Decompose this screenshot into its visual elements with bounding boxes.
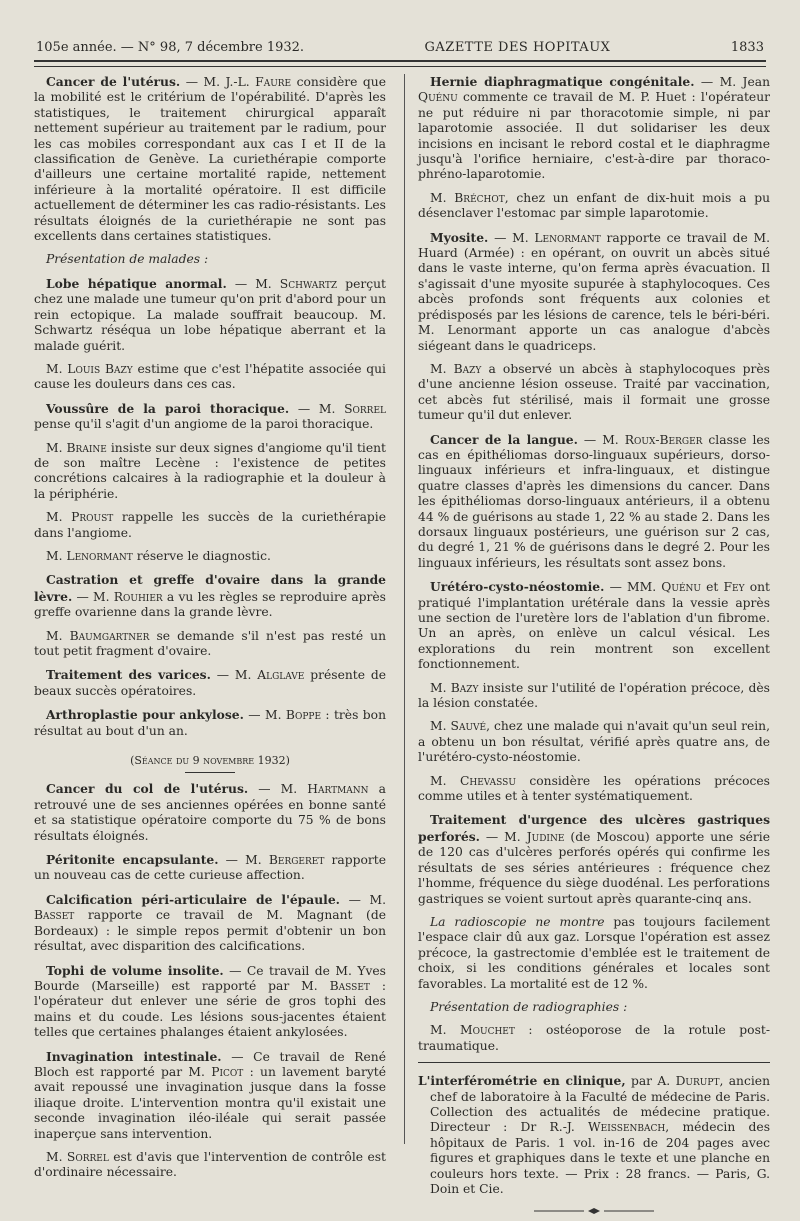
text: — M. xyxy=(243,708,286,723)
author-name: Braine xyxy=(66,440,107,455)
italic-text: La radioscopie ne montre xyxy=(430,914,605,929)
left-column xyxy=(34,74,386,1189)
text: — M. xyxy=(577,432,625,447)
paragraph-text: a vu les règles se reproduire après greffe ovarienne dans la grande lèvre. xyxy=(34,589,386,620)
author-name: Weissenbach xyxy=(588,1120,666,1135)
article-heading: Cancer de la langue. xyxy=(430,431,578,447)
author-name: Rouhier xyxy=(113,589,163,604)
column-divider xyxy=(404,74,405,1144)
article-heading: Calcification péri-articulaire de l'épaule. xyxy=(46,891,340,907)
paragraph-text: — Ce travail de René Bloch est rapporté par M. xyxy=(34,1049,386,1079)
text: M. xyxy=(430,680,451,695)
paragraph xyxy=(418,191,770,222)
paragraph xyxy=(418,1023,770,1054)
paragraph-text: ont pratiqué l'implantation urétérale dans la vessie après une section de l'uretère lors de l'ablation d'un fibrome. Un an après, on enlève un calcul vésical. Les explorations du rein montrent son excellent fonctionnement. xyxy=(418,580,770,672)
paragraph-text: présente de beaux succès opératoires. xyxy=(34,668,386,698)
paragraph-text: : un lavement baryté avait repoussé une invagination jusque dans la fosse iliaque droite. L'intervention montra qu'il existait une seconde invagination iléo-iléale qui serait passée inaperçue sans intervention. xyxy=(34,1064,386,1141)
paragraph xyxy=(34,629,386,660)
paragraph xyxy=(418,774,770,805)
issue-info: 105e année. — N° 98, 7 décembre 1932. xyxy=(36,40,305,55)
paragraph xyxy=(418,812,770,906)
article-heading: Cancer de l'utérus. xyxy=(46,74,181,89)
text: et xyxy=(700,580,724,595)
article-heading: Péritonite encapsulante. xyxy=(46,852,219,868)
paragraph-text: est d'avis que l'intervention de contrôle est d'ordinaire nécessaire. xyxy=(34,1149,386,1180)
article-heading: Voussûre de la paroi thoracique. xyxy=(46,400,290,416)
paragraph xyxy=(34,1150,386,1181)
paragraph-text: rapporte un nouveau cas de cette curieuse affection. xyxy=(34,853,386,883)
author-name: Sorrel xyxy=(344,401,386,416)
paragraph-text: a observé un abcès à staphylocoques près d'une ancienne lésion osseuse. Traité par vaccination, cet abcès fut stérilisé, mais il formait une grosse tumeur qu'il dut enlever. xyxy=(418,361,770,423)
book-notice xyxy=(418,1073,770,1197)
paragraph-text: : l'opérateur dut enlever une série de gros tophi des mains et du coude. Les lésions sous-jacentes étaient telles que certaines phalanges étaient ankylosées. xyxy=(34,978,386,1040)
paragraph-text: : ostéoporose de la rotule post-traumatique. xyxy=(418,1023,770,1053)
divider xyxy=(185,772,235,773)
paragraph-text: pense qu'il s'agit d'un angiome de la paroi thoracique. xyxy=(34,417,374,432)
article-heading: Myosite. xyxy=(430,229,489,245)
text: — M. Jean xyxy=(694,75,770,89)
paragraph xyxy=(34,401,386,433)
text: — M. xyxy=(218,853,269,868)
text: M. xyxy=(46,1149,67,1164)
divider xyxy=(418,1062,770,1063)
text: M. xyxy=(430,773,460,788)
article-heading: Castration et greffe d'ovaire dans la grande lèvre. xyxy=(34,572,386,604)
paragraph xyxy=(34,963,386,1041)
paragraph-text: , ancien chef de laboratoire à la Faculté de médecine de Paris. Collection des actualités de médecine pratique. Directeur : Dr R.-J. xyxy=(430,1074,770,1135)
right-column xyxy=(418,74,770,1221)
author-name: Basset xyxy=(34,908,75,923)
paragraph xyxy=(34,1049,386,1142)
text: M. xyxy=(430,361,454,376)
text: M. xyxy=(430,719,451,734)
paragraph xyxy=(34,572,386,620)
paragraph xyxy=(418,681,770,712)
paragraph xyxy=(418,719,770,765)
article-heading: Arthroplastie pour ankylose. xyxy=(46,707,244,723)
paragraph-text: — Ce travail de M. Yves Bourde (Marseille) est rapporté par M. xyxy=(34,963,386,993)
header-rule-thin xyxy=(34,66,766,67)
article-heading: Hernie diaphragmatique congénitale. xyxy=(430,74,695,89)
text: M. xyxy=(430,1023,461,1038)
author-name: Bazy xyxy=(450,680,479,695)
text: — M. xyxy=(180,75,226,89)
author-name: Bréchot xyxy=(454,190,505,205)
author-name: Sauvé xyxy=(450,719,487,734)
paragraph xyxy=(34,707,386,739)
author-name: Quénu xyxy=(661,580,701,595)
paragraph-text: , chez une malade qui n'avait qu'un seul rein, a obtenu un bon résultat, vérifié après quatre ans, de l'urétéro-cysto-néostomie. xyxy=(418,719,770,765)
text: — M. xyxy=(226,276,280,291)
text: — M. xyxy=(210,668,258,683)
text: — MM. xyxy=(604,580,662,595)
page-header xyxy=(36,40,764,55)
paragraph xyxy=(34,667,386,699)
paragraph-text: : très bon résultat au bout d'un an. xyxy=(34,708,386,738)
paragraph-text: considère les opérations précoces comme utiles et à tenter systématiquement. xyxy=(418,773,770,804)
text: — M. xyxy=(248,782,308,797)
text: — M. xyxy=(72,589,114,604)
paragraph xyxy=(34,441,386,503)
paragraph xyxy=(418,230,770,354)
author-name: Boppe xyxy=(285,708,322,723)
ornament-icon xyxy=(534,1207,654,1215)
paragraph-text: insiste sur deux signes d'angiome qu'il tient de son maître Lecène : l'existence de petites concrétions calcaires à la radiographie et la douleur à la périphérie. xyxy=(34,440,386,501)
paragraph-text: rappelle les succès de la curiethérapie dans l'angiome. xyxy=(34,510,386,540)
paragraph xyxy=(34,362,386,393)
paragraph-text: a retrouvé une de ses anciennes opérées en bonne santé et sa statistique opératoire comporte du 75 % de bons résultats éloignés. xyxy=(34,782,386,843)
header-rule xyxy=(34,60,766,62)
author-name: Durupt xyxy=(675,1074,720,1089)
paragraph xyxy=(34,781,386,844)
book-title: L'interférométrie en clinique, xyxy=(418,1073,626,1089)
paragraph-text: classe les cas en épithéliomas dorso-linguaux supérieurs, dorso-linguaux inférieurs et infra-linguaux, et distingue quatre classes d'après les dimensions du cancer. Dans les épithéliomas dorso-linguaux antérieurs, il a obtenu 44 % de guérisons au stade 1, 22 % au stade 2. Dans les dorsaux linguaux postérieurs, une guérison sur 2 cas, du degré 1, 21 % de guérisons dans le degré 2. Pour les linguaux inférieurs, les résultats sont assez bons. xyxy=(418,432,770,570)
paragraph xyxy=(418,915,770,992)
paragraph xyxy=(418,362,770,424)
paragraph xyxy=(418,579,770,672)
section-subheading: Présentation de malades : xyxy=(46,252,209,267)
article-heading: Lobe hépatique anormal. xyxy=(46,275,227,291)
article-heading: Tophi de volume insolite. xyxy=(46,962,224,978)
author-name: Bazy xyxy=(453,361,482,376)
author-name: Schwartz xyxy=(279,276,338,291)
paragraph xyxy=(34,892,386,955)
ornament-divider xyxy=(418,1205,770,1220)
paragraph xyxy=(418,432,770,572)
paragraph-text: considère que la mobilité est le critérium de l'opérabilité. D'après les statistiques, le traitement chirurgical apparaît nettement supérieur au traitement par le radium, pour les cas mobiles correspondant aux cas I et II de la classification de Genève. La curiethérapie comporte d'ailleurs une certaine mortalité rapide, nettement inférieure à la mortalité opératoire. Il est difficile actuellement de déterminer les cas radio-résistants. Les résultats éloignés de la curiethérapie ne sont pas excellents dans certaines statistiques. xyxy=(34,75,386,244)
article-heading: Traitement d'urgence des ulcères gastriques perforés. xyxy=(418,812,770,844)
text: M. xyxy=(430,190,455,205)
author-name: Basset xyxy=(329,978,370,993)
text: M. xyxy=(46,628,70,643)
page-number: 1833 xyxy=(730,40,764,55)
paragraph-text: perçut chez une malade une tumeur qu'on prit d'abord pour un rein ectopique. La malade souffrait beaucoup. M. Schwartz réséqua un lobe hépatique aberrant et la malade guérit. xyxy=(34,276,386,353)
author-name: Sorrel xyxy=(66,1149,109,1164)
text: — M. xyxy=(339,892,386,907)
author-name: Lenormant xyxy=(66,548,133,563)
paragraph xyxy=(418,74,770,183)
article-heading: Urétéro-cysto-néostomie. xyxy=(430,579,605,595)
text: — M. xyxy=(488,230,535,245)
paragraph xyxy=(34,74,386,244)
author-name: Mouchet xyxy=(460,1023,515,1038)
paragraph-text: , médecin des hôpitaux de Paris. 1 vol. in-16 de 204 pages avec figures et graphiques dans le texte et une planche en couleurs hors texte. — Prix : 28 francs. — Paris, G. Doin et Cie. xyxy=(430,1120,771,1196)
paragraph-text: , chez un enfant de dix-huit mois a pu désenclaver l'estomac par simple laparotomie. xyxy=(418,190,770,221)
article-heading: Invagination intestinale. xyxy=(46,1048,222,1064)
text: — M. xyxy=(289,401,345,416)
paragraph-text: estime que c'est l'hépatite associée qui cause les douleurs dans ces cas. xyxy=(34,361,386,392)
article-heading: Traitement des varices. xyxy=(46,667,211,683)
author-name: Alglave xyxy=(257,668,305,683)
paragraph-text: pas toujours facilement l'espace clair dû aux gaz. Lorsque l'opération est assez précoce, la gastrectomie d'emblée est le traitement de choix, si les conditions générales et locales sont favorables. La mortalité est de 12 %. xyxy=(418,914,770,991)
text: M. xyxy=(46,510,72,525)
journal-title: GAZETTE DES HOPITAUX xyxy=(424,40,611,55)
paragraph-text: rapporte ce travail de M. Magnant (de Bordeaux) : le simple repos permit d'obtenir un bon résultat, avec disparition des calcifications. xyxy=(34,908,386,954)
paragraph xyxy=(34,276,386,354)
author-name: Judine xyxy=(526,829,565,844)
author-name: Chevassu xyxy=(459,773,516,788)
author-name: Hartmann xyxy=(307,782,369,797)
paragraph-text: rapporte ce travail de M. Huard (Armée) : en opérant, on ouvrit un abcès situé dans le vaste interne, qu'on ferma après évacuation. Il s'agissait d'une myosite supurée à staphylocoques. Ces abcès profonds sont fréquents aux colonies et prédisposés par les lésions de carence, tels le béri-béri. M. Lenormant apporte un cas analogue d'abcès siégeant dans le quadriceps. xyxy=(418,230,771,353)
author-name: Louis Bazy xyxy=(67,361,133,376)
author-name: Baumgartner xyxy=(69,628,150,643)
paragraph-text: insiste sur l'utilité de l'opération précoce, dès la lésion constatée. xyxy=(418,680,770,711)
paragraph xyxy=(34,549,386,564)
author-name: J.-L. Faure xyxy=(225,75,292,89)
session-heading: (Séance du 9 novembre 1932) xyxy=(130,754,290,768)
paragraph-text: réserve le diagnostic. xyxy=(132,548,271,563)
author-name: Picot xyxy=(211,1064,244,1079)
paragraph-text: commente ce travail de M. P. Huet : l'opérateur ne put réduire ni par thoracotomie simple, ni par laparotomie associée. Il dut solidariser les deux incisions en incisant le rebord costal et le diaphragme jusqu'à l'orifice herniaire, c'est-à-dire par thoraco-phréno-laparotomie. xyxy=(418,90,770,182)
author-name: Bergeret xyxy=(268,853,325,868)
author-name: Proust xyxy=(71,510,114,525)
section-subheading: Présentation de radiographies : xyxy=(430,999,628,1014)
author-name: Roux-Berger xyxy=(624,432,703,447)
text: M. xyxy=(46,440,67,455)
author-name: Fey xyxy=(723,580,745,595)
text: M. xyxy=(46,548,67,563)
article-heading: Cancer du col de l'utérus. xyxy=(46,781,249,797)
paragraph-text: (de Moscou) apporte une série de 120 cas d'ulcères perforés opérés qui confirme les résultats de ses séries antérieures : fréquence chez l'homme, fréquence du siège duodénal. Les perforations gastriques se voient surtout après quarante-cinq ans. xyxy=(418,829,771,906)
text: — M. xyxy=(479,829,527,844)
text: M. xyxy=(46,361,68,376)
paragraph-text: se demande s'il n'est pas resté un tout petit fragment d'ovaire. xyxy=(34,628,386,658)
author-name: Quénu xyxy=(418,90,458,105)
paragraph xyxy=(34,852,386,884)
paragraph xyxy=(34,510,386,541)
author-name: Lenormant xyxy=(534,230,601,245)
text: par A. xyxy=(625,1074,676,1089)
